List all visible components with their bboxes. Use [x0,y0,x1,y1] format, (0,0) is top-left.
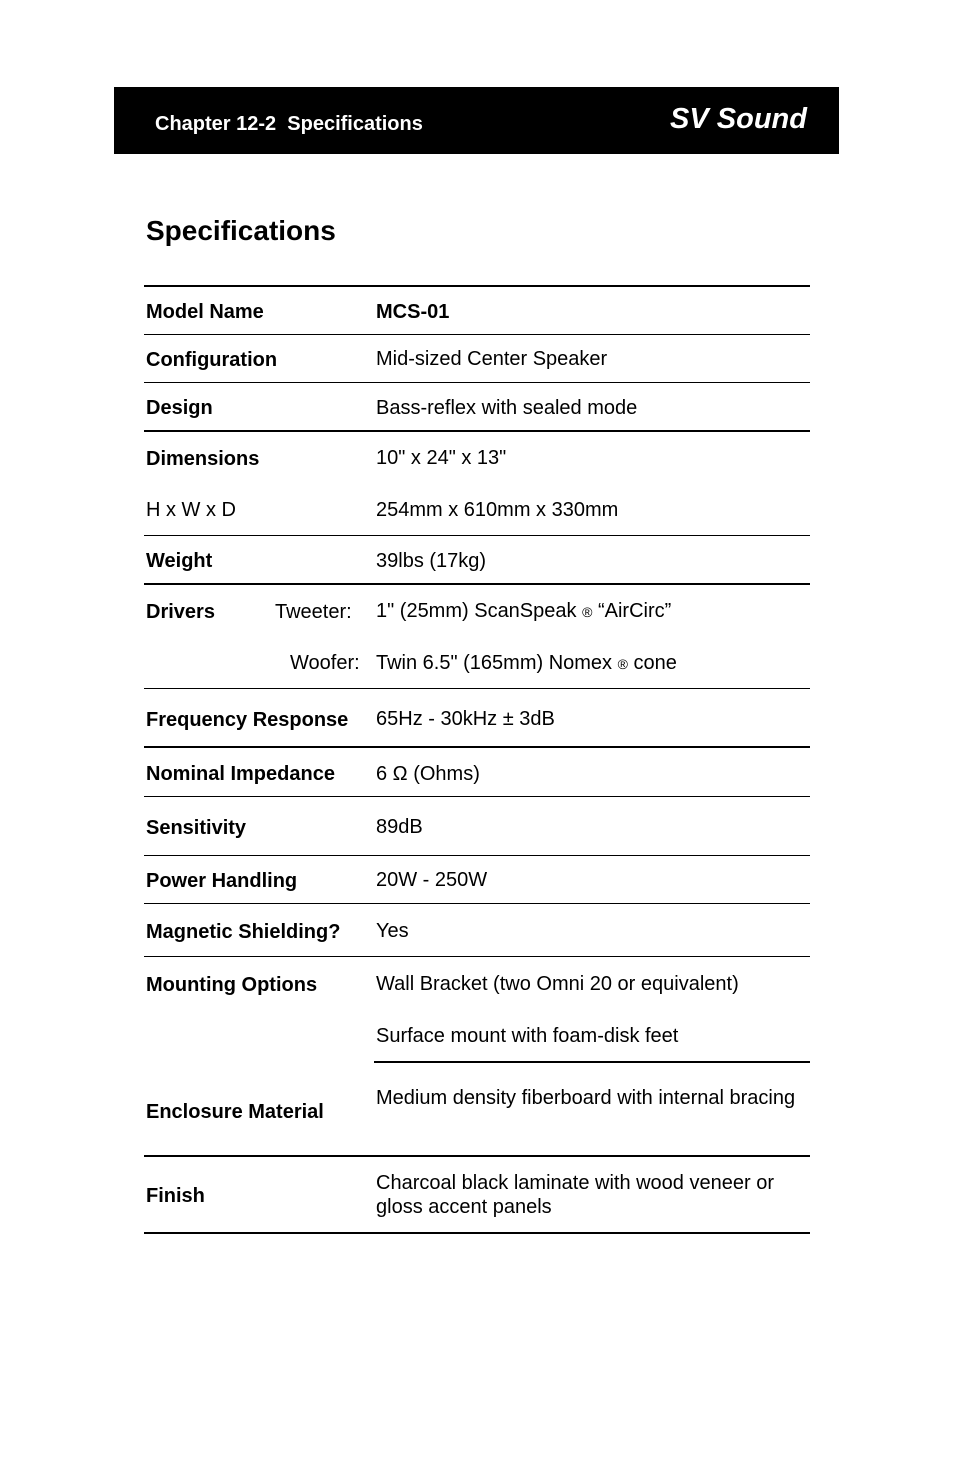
spec-value-tweeter [376,599,671,624]
spec-label-magnetic-shielding: Magnetic Shielding? [146,921,341,943]
table-rule [144,382,810,383]
table-rule [144,285,810,287]
table-rule [374,1061,810,1063]
spec-label-sensitivity: Sensitivity [146,817,247,839]
spec-value-mounting-wall: Wall Bracket (two Omni 20 or equivalent) [376,973,739,995]
spec-value-dimensions-mm: 254mm x 610mm x 330mm [376,499,619,521]
spec-label-design: Design [146,397,213,419]
woofer-cone: cone [633,652,677,674]
table-rule [144,903,810,904]
registered-mark: ® [617,656,628,672]
spec-value-configuration: Mid-sized Center Speaker [376,348,608,370]
tweeter-series: “AirCirc” [597,600,672,622]
spec-value-enclosure-material: Medium density fiberboard with internal bracing [376,1087,796,1109]
tweeter-model: 1" (25mm) ScanSpeak [376,600,577,622]
spec-value-model-name: MCS-01 [376,301,450,323]
table-rule [144,334,810,335]
spec-label-nominal-impedance: Nominal Impedance [146,763,335,785]
spec-value-frequency-response: 65Hz - 30kHz ± 3dB [376,708,555,730]
table-rule [144,430,810,432]
spec-value-dimensions-inches: 10" x 24" x 13" [376,447,507,469]
brand-logo-text: SV Sound [670,103,807,135]
spec-label-frequency-response: Frequency Response [146,709,349,731]
woofer-model: Twin 6.5" (165mm) Nomex [376,652,613,674]
spec-value-sensitivity: 89dB [376,816,423,838]
spec-value-finish: Charcoal black laminate with wood veneer or gloss accent panels [376,1172,774,1218]
spec-sublabel-woofer: Woofer: [290,652,360,674]
spec-sublabel-dimensions: H x W x D [146,499,236,521]
spec-label-drivers: Drivers [146,601,215,623]
chapter-title: Chapter 12-2 Specifications [155,113,423,135]
table-rule [144,855,810,856]
spec-label-configuration: Configuration [146,349,278,371]
spec-label-dimensions: Dimensions [146,448,260,470]
table-rule [144,746,810,748]
spec-label-power-handling: Power Handling [146,870,298,892]
table-rule [144,956,810,957]
table-rule [144,1232,810,1234]
spec-label-mounting-options: Mounting Options [146,974,318,996]
spec-value-design: Bass-reflex with sealed mode [376,397,638,419]
spec-label-finish: Finish [146,1185,205,1207]
table-rule [144,535,810,536]
page-title: Specifications [146,215,336,246]
spec-value-mounting-surface: Surface mount with foam-disk feet [376,1025,679,1047]
spec-label-weight: Weight [146,550,213,572]
chapter-header [114,87,839,154]
table-rule [144,583,810,585]
spec-value-woofer [376,651,677,676]
table-rule [144,688,810,689]
spec-value-magnetic-shielding: Yes [376,920,409,942]
spec-sublabel-tweeter: Tweeter: [275,601,352,623]
spec-value-weight: 39lbs (17kg) [376,550,487,572]
table-rule [144,796,810,797]
table-rule [144,1155,810,1157]
spec-label-model-name: Model Name [146,301,264,323]
registered-mark: ® [582,604,593,620]
spec-label-enclosure-material: Enclosure Material [146,1101,324,1123]
spec-value-nominal-impedance: 6 Ω (Ohms) [376,763,480,785]
spec-value-power-handling: 20W - 250W [376,869,488,891]
